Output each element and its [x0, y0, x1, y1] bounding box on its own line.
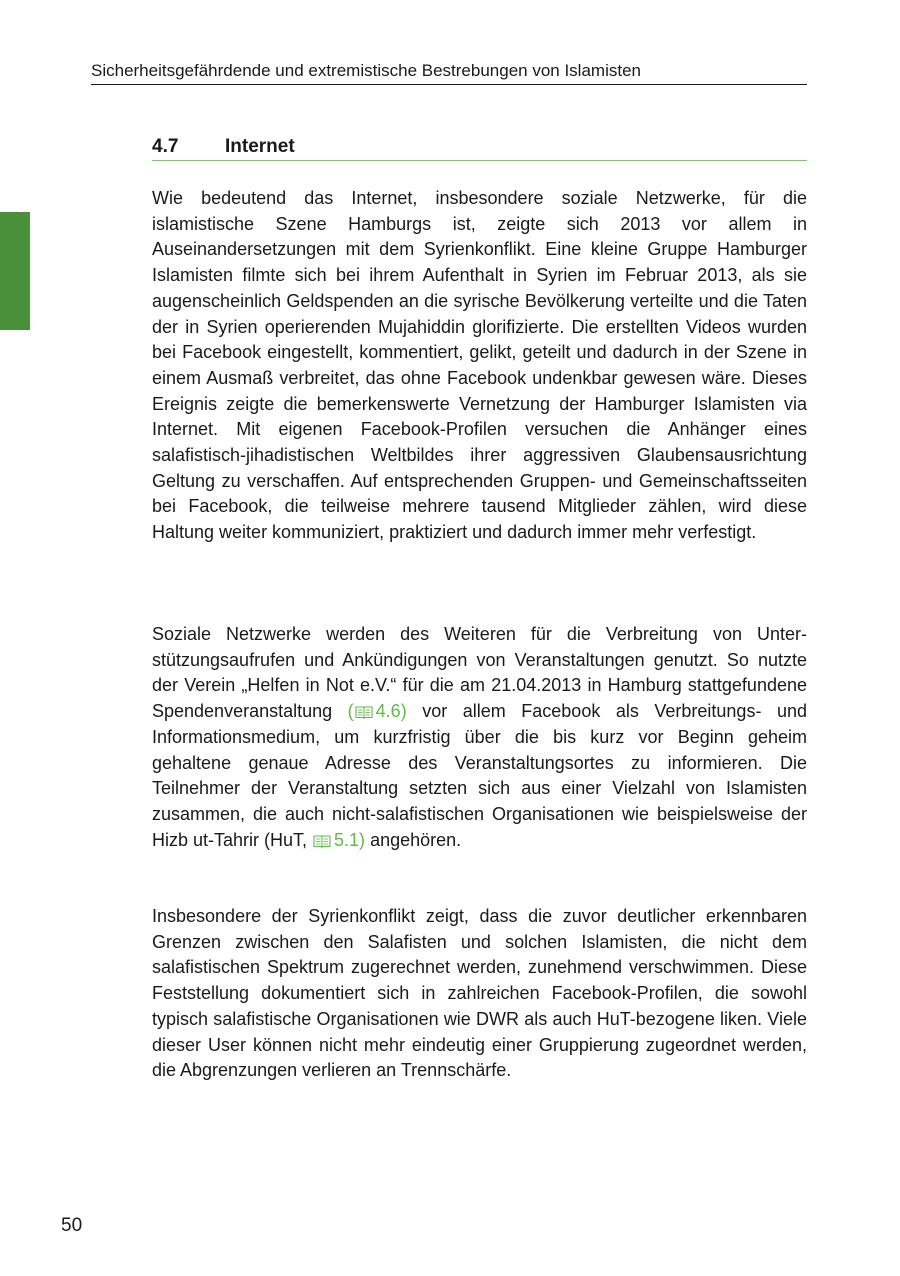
paragraph-1: Wie bedeutend das Internet, insbesondere soziale Netzwerke, für die islamistische Szene Hamburgs ist, zeigte sich 2013 vor allem in Auseinandersetzungen mit dem Syrienkonflikt. Eine kleine Gruppe Hamburger Islamisten filmte sich bei ihrem Aufenthalt in Syrien im Februar 2013, als sie augenscheinlich Geldspenden an die syrische Bevölkerung verteilte und die Taten der in Syrien operierenden Mujahiddin glorifizierte. Die erstellten Videos wurden bei Facebook eingestellt, kommentiert, gelikt, geteilt und dadurch in der Szene in einem Ausmaß verbreitet, das ohne Facebook undenkbar gewesen wäre. Dieses Ereignis zeigte die bemerkenswerte Vernetzung der Hamburger Islamisten via Internet. Mit eigenen Facebook-Profilen versuchen die Anhänger eines salafistisch-jihadistischen Weltbildes ihrer aggressiven Glaubensausrichtung Geltung zu verschaffen. Auf entsprechenden Gruppen- und Gemeinschaftsseiten bei Facebook, die teilweise mehrere tausend Mitglieder zählen, wird diese Haltung weiter kommuniziert, praktiziert und dadurch immer mehr verfestigt. — [152, 188, 807, 543]
paragraph-2-text-c: angehören. — [365, 829, 462, 850]
running-header: Sicherheitsgefährdende und extremistische Bestrebungen von Islamisten — [91, 61, 641, 80]
section-heading-divider — [152, 160, 807, 161]
open-book-icon — [313, 834, 331, 848]
paragraph-3: Insbesondere der Syrienkonflikt zeigt, dass die zuvor deutlicher erkennbaren Grenzen zwischen den Salafisten und solchen Islamisten, die nicht dem salafistischen Spektrum zugerechnet werden, zunehmend verschwimmen. Diese Feststellung dokumentiert sich in zahlreichen Facebook-Profilen, die sowohl typisch salafistische Organisationen wie DWR als auch HuT-bezogene liken. Viele dieser User können nicht mehr eindeutig einer Gruppierung zugeordnet werden, die Abgrenzungen verlieren an Trennschärfe. — [152, 906, 807, 1081]
page-number: 50 — [61, 1215, 83, 1236]
chapter-side-tab — [0, 212, 30, 330]
cross-reference-4-6[interactable] — [348, 701, 407, 721]
section-title: Internet — [225, 136, 295, 157]
header-divider — [91, 84, 807, 85]
section-number: 4.7 — [152, 136, 179, 157]
paragraph-2-text-a: Soziale Netzwerke werden des Weiteren für die Verbreitung von Unterstützungsaufrufen und Ankündigungen von Veranstaltungen genutzt. So nutzte der Verein „Helfen in Not e.V.“ für die am 21.04.2013 in Hamburg stattgefundene Spendenveranstaltung — [152, 624, 807, 722]
cross-reference-number: 4.6) — [375, 701, 407, 722]
open-book-icon — [355, 705, 373, 719]
cross-reference-number: 5.1) — [334, 829, 366, 850]
cross-reference-open-paren: ( — [347, 701, 354, 722]
paragraph-2-text-b: vor allem Facebook als Verbreitungs- und Informationsmedium, um kurzfristig über die bis kurz vor Beginn geheim gehaltene genaue Adresse des Veranstaltungsortes zu informieren. Die Teilnehmer der Veranstaltung setzten sich aus einer Vielzahl von Islamisten zusammen, die auch nicht-salafistischen Organisationen wie beispielsweise der Hizb ut-Tahrir (HuT, — [152, 701, 807, 850]
paragraph-2 — [152, 622, 807, 853]
section-heading — [152, 134, 807, 160]
cross-reference-5-1[interactable] — [312, 830, 365, 850]
